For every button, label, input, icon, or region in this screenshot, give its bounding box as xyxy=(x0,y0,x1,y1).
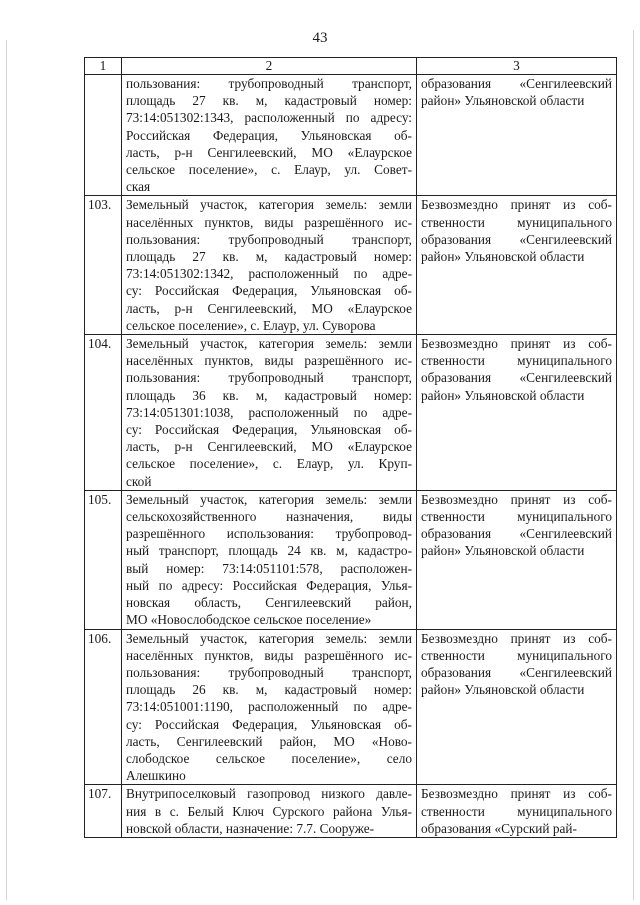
basis-line: образования «Сенгилеевский xyxy=(421,231,612,247)
description-line: су: Российская Федерация, Ульяновская об- xyxy=(126,283,412,299)
description-line: Земельный участок, категория земель: земли xyxy=(126,197,412,213)
description-line: ласть, р-н Сенгилеевский, МО «Елаурское xyxy=(126,300,412,316)
header-cell-description: 2 xyxy=(122,58,417,75)
table-row xyxy=(85,629,617,785)
table-row xyxy=(85,490,617,629)
basis-line: образования «Сенгилеевский xyxy=(421,76,612,91)
property-description xyxy=(122,629,417,785)
property-description xyxy=(122,490,417,629)
description-line: сельскохозяйственного назначения, виды xyxy=(126,509,412,525)
description-line: 73:14:051302:1343, расположенный по адресу: xyxy=(126,110,412,126)
description-line: МО «Новослободское сельское поселение» xyxy=(126,612,372,628)
description-line: 73:14:051001:1190, расположенный по адре- xyxy=(126,699,412,715)
description-line: новская область, Сенгилеевский район, xyxy=(126,595,412,611)
description-line: сельское поселение», с. Елаур, ул. Совет- xyxy=(126,162,412,178)
description-line: ный транспорт, площадь 24 кв. м, кадастро- xyxy=(126,543,412,559)
table-row xyxy=(85,335,617,491)
description-line: населённых пунктов, виды разрешённого ис- xyxy=(126,353,412,369)
description-line: Внутрипоселковый газопровод низкого давле- xyxy=(126,786,412,802)
description-line: ласть, р-н Сенгилеевский, МО «Елаурское xyxy=(126,144,412,160)
description-line: площадь 27 кв. м, кадастровый номер: xyxy=(126,249,412,265)
description-line: ласть, Сенгилеевский район, МО «Ново- xyxy=(126,733,412,749)
property-description xyxy=(122,785,417,838)
property-description xyxy=(122,335,417,491)
table-header-row xyxy=(85,58,617,75)
description-line: су: Российская Федерация, Ульяновская об- xyxy=(126,716,412,732)
description-line: разрешённого использования: трубопровод- xyxy=(126,526,412,542)
basis-line: образования «Сенгилеевский xyxy=(421,664,612,680)
description-line: Земельный участок, категория земель: земли xyxy=(126,630,412,646)
table-row xyxy=(85,75,617,196)
description-line: пользования: трубопроводный транспорт, xyxy=(126,76,412,91)
scan-edge-left xyxy=(6,40,7,900)
description-line: сельское поселение», с. Елаур, ул. Суворова xyxy=(126,317,376,333)
page-number: 43 xyxy=(312,30,328,46)
description-line: су: Российская Федерация, Ульяновская об- xyxy=(126,422,412,438)
basis-line: ственности муниципального xyxy=(421,353,612,369)
basis-line: ственности муниципального xyxy=(421,803,612,819)
transfer-basis xyxy=(417,335,617,491)
property-description xyxy=(122,196,417,335)
description-line: 73:14:051301:1038, расположенный по адре- xyxy=(126,404,412,420)
row-number: 104. xyxy=(85,335,122,491)
description-line: новской области, назначение: 7.7. Сооруже- xyxy=(126,820,375,836)
basis-line: Безвозмездно принят из соб- xyxy=(421,197,612,213)
description-line: ская xyxy=(126,179,151,195)
description-line: слободское сельское поселение», село xyxy=(126,750,412,766)
table-body xyxy=(85,75,617,838)
row-number: 105. xyxy=(85,490,122,629)
basis-line: Безвозмездно принят из соб- xyxy=(421,630,612,646)
basis-line: Безвозмездно принят из соб- xyxy=(421,786,612,802)
transfer-basis xyxy=(417,629,617,785)
basis-line: образования «Сенгилеевский xyxy=(421,526,612,542)
description-line: ный по адресу: Российская Федерация, Улья- xyxy=(126,577,412,593)
property-table xyxy=(84,57,617,838)
description-line: Земельный участок, категория земель: земли xyxy=(126,491,412,507)
basis-line: Безвозмездно принят из соб- xyxy=(421,336,612,352)
description-line: ния в с. Белый Ключ Сурского района Улья- xyxy=(126,803,412,819)
description-line: сельское поселение», с. Елаур, ул. Круп- xyxy=(126,456,412,472)
description-line: населённых пунктов, виды разрешённого ис- xyxy=(126,214,412,230)
row-number: 107. xyxy=(85,785,122,838)
basis-line: район» Ульяновской области xyxy=(421,682,585,698)
row-number xyxy=(85,75,122,196)
description-line: Земельный участок, категория земель: земли xyxy=(126,336,412,352)
description-line: пользования: трубопроводный транспорт, xyxy=(126,370,412,386)
basis-line: Безвозмездно принят из соб- xyxy=(421,491,612,507)
basis-line: ственности муниципального xyxy=(421,509,612,525)
transfer-basis xyxy=(417,785,617,838)
description-line: пользования: трубопроводный транспорт, xyxy=(126,231,412,247)
basis-line: район» Ульяновской области xyxy=(421,249,585,265)
basis-line: район» Ульяновской области xyxy=(421,387,585,403)
description-line: ской xyxy=(126,473,152,489)
table-row xyxy=(85,785,617,838)
description-line: площадь 26 кв. м, кадастровый номер: xyxy=(126,682,412,698)
row-number: 106. xyxy=(85,629,122,785)
scan-edge-right xyxy=(633,30,634,900)
description-line: площадь 27 кв. м, кадастровый номер: xyxy=(126,93,412,109)
description-line: 73:14:051302:1342, расположенный по адре- xyxy=(126,266,412,282)
basis-line: ственности муниципального xyxy=(421,647,612,663)
transfer-basis xyxy=(417,196,617,335)
transfer-basis xyxy=(417,490,617,629)
header-cell-basis: 3 xyxy=(417,58,617,75)
description-line: ласть, р-н Сенгилеевский, МО «Елаурское xyxy=(126,439,412,455)
row-number: 103. xyxy=(85,196,122,335)
basis-line: район» Ульяновской области xyxy=(421,93,585,109)
table-row xyxy=(85,196,617,335)
description-line: Российская Федерация, Ульяновская об- xyxy=(126,127,412,143)
transfer-basis xyxy=(417,75,617,196)
description-line: площадь 36 кв. м, кадастровый номер: xyxy=(126,387,412,403)
description-line: Алешкино xyxy=(126,768,186,784)
description-line: населённых пунктов, виды разрешённого ис- xyxy=(126,647,412,663)
basis-line: район» Ульяновской области xyxy=(421,543,585,559)
header-cell-number: 1 xyxy=(85,58,122,75)
description-line: пользования: трубопроводный транспорт, xyxy=(126,664,412,680)
description-line: вый номер: 73:14:051101:578, расположен- xyxy=(126,560,412,576)
property-description xyxy=(122,75,417,196)
basis-line: образования «Сурский рай- xyxy=(421,820,577,836)
basis-line: образования «Сенгилеевский xyxy=(421,370,612,386)
basis-line: ственности муниципального xyxy=(421,214,612,230)
